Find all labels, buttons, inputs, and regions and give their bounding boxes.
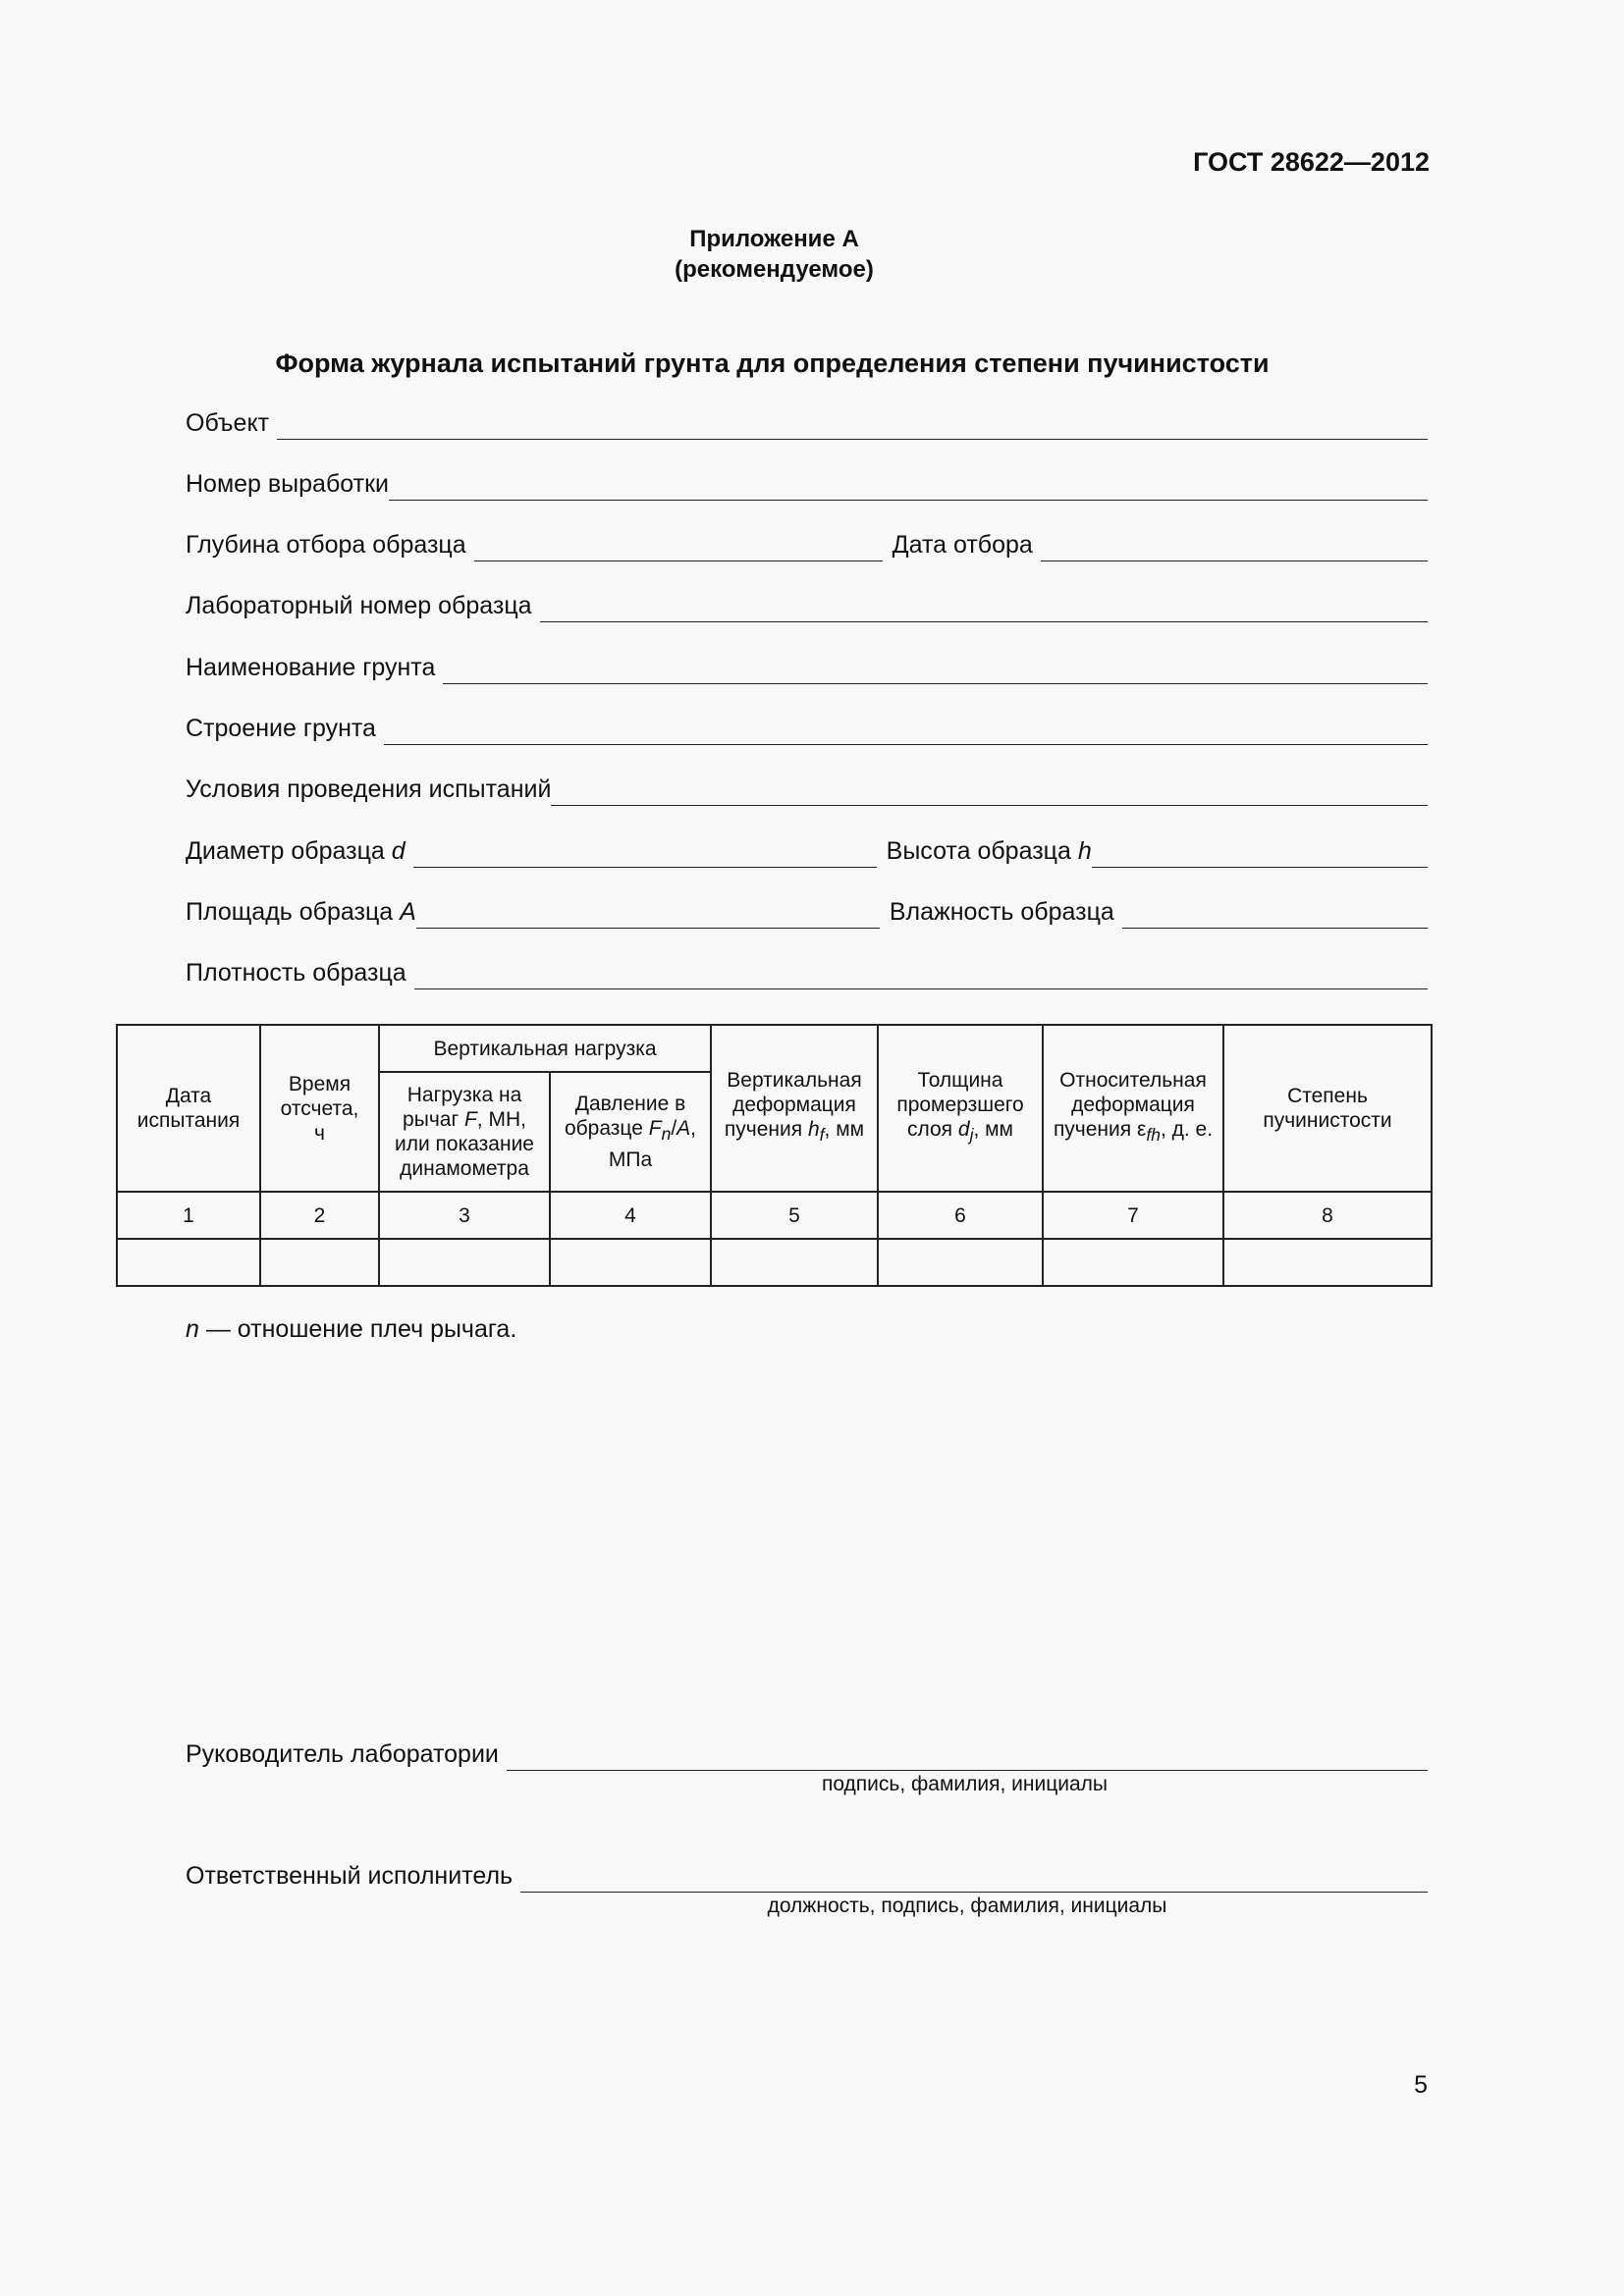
signature-caption-executor: должность, подпись, фамилия, инициалы [767,1895,1167,1917]
field-label-density: Плотность образца [186,959,406,987]
signature-line-lab-head[interactable] [507,1740,1428,1771]
header-vertical-load: Вертикальная нагрузка [379,1025,711,1072]
field-dimensions [186,834,1428,868]
field-label-working-number: Номер выработки [186,470,389,498]
header-lever-load: Нагрузка на рычаг F, МН, или показание динамометра [379,1072,550,1192]
field-line-test-conditions[interactable] [551,775,1428,806]
header-relative-deformation: Относительная деформация пучения $\varepsilon_{fh}$, д. е. [1043,1025,1223,1192]
signature-label-executor: Ответственный исполнитель [186,1862,514,1890]
field-soil-name [186,651,1428,684]
field-line-soil-name[interactable] [443,654,1428,684]
field-line-working-number[interactable] [389,470,1428,501]
field-line-area[interactable] [416,898,880,929]
standard-number: ГОСТ 28622—2012 [1193,147,1430,177]
column-number: 2 [260,1192,379,1239]
field-label-sampling-date: Дата отбора [892,531,1033,559]
field-lab-number [186,589,1428,622]
field-label-sampling-depth: Глубина отбора образца [186,531,466,559]
field-line-height[interactable] [1092,837,1428,868]
field-line-sampling-depth[interactable] [474,531,883,561]
field-label-diameter: Диаметр образца d [186,837,406,865]
field-soil-structure [186,712,1428,745]
header-reading-time: Время отсчета, ч [260,1025,379,1192]
field-area-moisture [186,895,1428,929]
data-cell[interactable] [1043,1239,1223,1286]
field-working-number [186,467,1428,501]
field-object [186,406,1428,440]
header-frozen-layer: Толщина промерзшего слоя $d_j$, мм [878,1025,1043,1192]
field-label-soil-structure: Строение грунта [186,715,376,742]
column-number: 7 [1043,1192,1223,1239]
signature-caption-lab-head: подпись, фамилия, инициалы [821,1773,1109,1795]
column-number: 3 [379,1192,550,1239]
data-cell[interactable] [711,1239,878,1286]
column-number: 4 [550,1192,711,1239]
data-cell[interactable] [260,1239,379,1286]
field-line-object[interactable] [277,409,1428,440]
field-line-moisture[interactable] [1122,898,1428,929]
field-test-conditions [186,773,1428,806]
field-label-moisture: Влажность образца [889,898,1114,926]
table-note: n — отношение плеч рычага. [186,1315,517,1343]
column-number: 6 [878,1192,1043,1239]
field-sampling [186,528,1428,561]
data-cell[interactable] [1223,1239,1432,1286]
form-title: Форма журнала испытаний грунта для определения степени пучинистости [275,348,1270,378]
field-label-lab-number: Лабораторный номер образца [186,592,532,619]
column-number: 8 [1223,1192,1432,1239]
field-label-test-conditions: Условия проведения испытаний [186,775,552,803]
signature-lab-head [186,1737,1428,1771]
data-cell[interactable] [379,1239,550,1286]
journal-table [116,1024,1433,1287]
header-test-date: Дата испытания [117,1025,260,1192]
field-density [186,956,1428,989]
appendix-subtitle: (рекомендуемое) [675,256,874,283]
signature-executor [186,1859,1428,1893]
signature-line-executor[interactable] [520,1862,1428,1893]
field-line-soil-structure[interactable] [384,715,1428,745]
field-line-density[interactable] [414,959,1428,989]
signature-label-lab-head: Руководитель лаборатории [186,1740,499,1768]
appendix-title: Приложение А [689,226,859,252]
data-cell[interactable] [878,1239,1043,1286]
header-sample-pressure: Давление в образце $F_n/A$, МПа [550,1072,711,1192]
field-label-object: Объект [186,409,270,437]
column-number: 1 [117,1192,260,1239]
field-label-height: Высота образца h [886,837,1092,865]
data-cell[interactable] [550,1239,711,1286]
field-line-diameter[interactable] [413,837,877,868]
data-cell[interactable] [117,1239,260,1286]
page-number: 5 [1414,2071,1428,2099]
field-label-area: Площадь образца A [186,898,416,926]
field-line-sampling-date[interactable] [1041,531,1428,561]
field-line-lab-number[interactable] [540,592,1428,622]
header-heaving-degree: Степень пучинистости [1223,1025,1432,1192]
header-vertical-deformation: Вертикальная деформация пучения $h_f$, мм [711,1025,878,1192]
column-number: 5 [711,1192,878,1239]
field-label-soil-name: Наименование грунта [186,654,436,681]
